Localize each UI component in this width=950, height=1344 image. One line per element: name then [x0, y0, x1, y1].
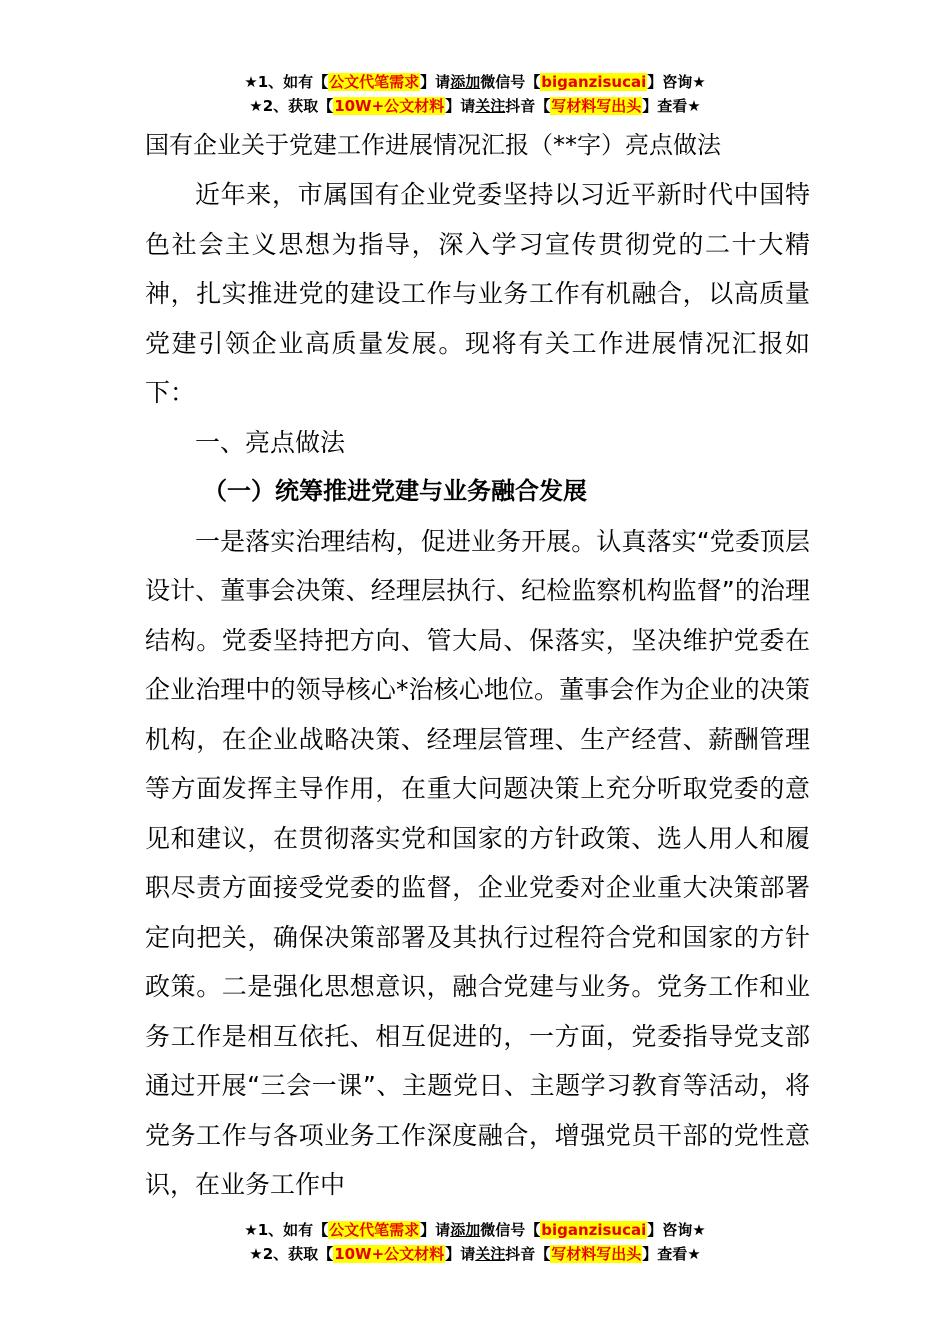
promo-text: 抖音【 [505, 1245, 551, 1263]
promo-text: 】请 [420, 73, 451, 91]
promo-text: 】请 [445, 1245, 476, 1263]
promo-line-2 [0, 94, 950, 118]
promo-text: 抖音【 [505, 97, 551, 115]
body-paragraph: 一是落实治理结构，促进业务开展。认真落实“党委顶层设计、董事会决策、经理层执行、纪检监察机构监督”的治理结构。党委坚持把方向、管大局、保落实，坚决维护党委在企业治理中的领导核心*治核心地位。董事会作为企业的决策机构，在企业战略决策、经理层管理、生产经营、薪酬管理等方面发挥主导作用，在重大问题决策上充分听取党委的意见和建议，在贯彻落实党和国家的方针政策、选人用人和履职尽责方面接受党委的监督，企业党委对企业重大决策部署定向把关，确保决策部署及其执行过程符合党和国家的方针政策。二是强化思想意识，融合党建与业务。党务工作和业务工作是相互依托、相互促进的，一方面，党委指导党支部通过开展“三会一课”、主题党日、主题学习教育等活动，将党务工作与各项业务工作深度融合，增强党员干部的党性意识，在业务工作中 [145, 526, 810, 1199]
promo-text: 微信号【 [480, 73, 541, 91]
promo-highlight: 10W+公文材料 [334, 97, 445, 115]
promo-highlight-douyin: 写材料写出头 [551, 1245, 642, 1263]
promo-banner-bottom [0, 1218, 950, 1266]
promo-text: 】请 [445, 97, 476, 115]
promo-banner-top [0, 70, 950, 118]
promo-text: ★2、获取【 [249, 97, 334, 115]
document-title: 国有企业关于党建工作进展情况汇报（**字）亮点做法 [145, 131, 721, 159]
promo-line-2 [0, 1242, 950, 1266]
intro-paragraph: 近年来，市属国有企业党委坚持以习近平新时代中国特色社会主义思想为指导，深入学习宣传贯彻党的二十大精神，扎实推进党的建设工作与业务工作有机融合，以高质量党建引领企业高质量发展。现将有关工作进展情况汇报如下： [145, 180, 810, 407]
promo-highlight-douyin: 写材料写出头 [551, 97, 642, 115]
promo-highlight-wechat-id: biganzisucai [541, 73, 647, 91]
promo-underlined-text: 添加 [450, 1221, 481, 1239]
promo-underlined-text: 关注 [475, 97, 506, 115]
promo-text: 微信号【 [480, 1221, 541, 1239]
promo-text: 】查看★ [642, 97, 701, 115]
promo-underlined-text: 添加 [450, 73, 481, 91]
promo-highlight: 10W+公文材料 [334, 1245, 445, 1263]
promo-underlined-text: 关注 [475, 1245, 506, 1263]
promo-line-1 [0, 1218, 950, 1242]
section-heading: 一、亮点做法 [195, 427, 346, 457]
promo-text: ★1、如有【 [244, 1221, 329, 1239]
promo-text: ★1、如有【 [244, 73, 329, 91]
promo-highlight-wechat-id: biganzisucai [541, 1221, 647, 1239]
promo-highlight: 公文代笔需求 [329, 73, 420, 91]
promo-highlight: 公文代笔需求 [329, 1221, 420, 1239]
promo-text: 】查看★ [642, 1245, 701, 1263]
promo-line-1 [0, 70, 950, 94]
promo-text: 】请 [420, 1221, 451, 1239]
promo-text: 】咨询★ [647, 73, 706, 91]
document-body [145, 120, 810, 1210]
promo-text: ★2、获取【 [249, 1245, 334, 1263]
subsection-heading: （一）统筹推进党建与业务融合发展 [203, 477, 587, 505]
promo-text: 】咨询★ [647, 1221, 706, 1239]
